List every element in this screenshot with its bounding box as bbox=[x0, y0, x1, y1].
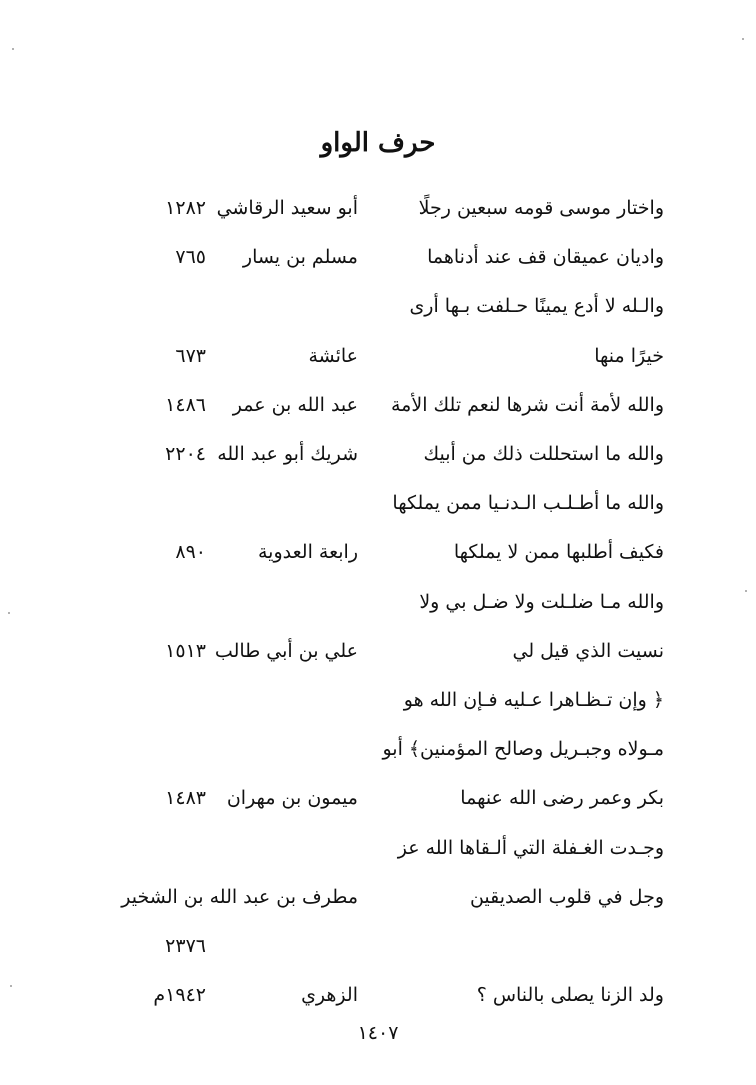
scan-speck bbox=[745, 590, 747, 592]
page-number: ١٤٠٧ bbox=[357, 1022, 399, 1044]
entry-text: والـله لا أدع يمينًا حـلفت بـها أرى bbox=[409, 295, 664, 317]
section-title: حرف الواو bbox=[320, 128, 436, 158]
index-entry bbox=[0, 535, 756, 569]
index-entry bbox=[0, 240, 756, 274]
scan-speck bbox=[8, 612, 10, 614]
index-entry bbox=[0, 486, 756, 520]
entry-narrator: أبو سعيد الرقاشي bbox=[216, 197, 358, 219]
entry-narrator: رابعة العدوية bbox=[258, 541, 358, 563]
index-entry bbox=[0, 683, 756, 717]
entry-number: ٢٣٧٦ bbox=[165, 935, 206, 957]
entry-text: بكر وعمر رضى الله عنهما bbox=[460, 787, 664, 809]
index-entry bbox=[0, 831, 756, 865]
entry-text: نسيت الذي قيل لي bbox=[512, 640, 664, 662]
entry-text: مـولاه وجبـريل وصالح المؤمنين﴾ أبو bbox=[382, 738, 664, 760]
index-entry bbox=[0, 339, 756, 373]
index-entry bbox=[0, 929, 756, 963]
entry-number: ١٤٨٣ bbox=[165, 787, 206, 809]
scan-speck bbox=[742, 38, 744, 40]
entry-text: ﴿ وإن تـظـاهرا عـليه فـإن الله هو bbox=[403, 689, 664, 711]
index-entry bbox=[0, 781, 756, 815]
entry-text: خيرًا منها bbox=[594, 345, 664, 367]
entry-narrator: مطرف بن عبد الله بن الشخير bbox=[121, 886, 358, 908]
index-entry bbox=[0, 191, 756, 225]
entry-narrator: ميمون بن مهران bbox=[226, 787, 358, 809]
entry-number: ١٢٨٢ bbox=[165, 197, 206, 219]
entry-number: ٢٢٠٤ bbox=[165, 443, 206, 465]
entry-text: والله لأمة أنت شرها لنعم تلك الأمة bbox=[391, 394, 664, 416]
entry-text: واديان عميقان قف عند أدناهما bbox=[427, 246, 664, 268]
scan-speck bbox=[10, 985, 12, 987]
entry-number: ٦٧٣ bbox=[175, 345, 206, 367]
entry-number: ٧٦٥ bbox=[175, 246, 206, 268]
entry-text: فكيف أطلبها ممن لا يملكها bbox=[453, 541, 664, 563]
entry-narrator: عبد الله بن عمر bbox=[232, 394, 358, 416]
entry-narrator: شريك أبو عبد الله bbox=[217, 443, 358, 465]
index-entry bbox=[0, 732, 756, 766]
index-entry bbox=[0, 437, 756, 471]
entry-narrator: مسلم بن يسار bbox=[242, 246, 358, 268]
index-entry bbox=[0, 585, 756, 619]
index-entry bbox=[0, 880, 756, 914]
entry-number: ١٩٤٢م bbox=[153, 984, 206, 1006]
entry-text: والله ما أطـلـب الـدنـيا ممن يملكها bbox=[392, 492, 664, 514]
index-entry bbox=[0, 388, 756, 422]
index-entry bbox=[0, 634, 756, 668]
entry-number: ١٤٨٦ bbox=[165, 394, 206, 416]
entry-narrator: علي بن أبي طالب bbox=[214, 640, 358, 662]
entry-text: وجل في قلوب الصديقين bbox=[469, 886, 664, 908]
index-entry bbox=[0, 978, 756, 1012]
entry-text: والله ما استحللت ذلك من أبيك bbox=[423, 443, 664, 465]
entry-text: واختار موسى قومه سبعين رجلًا bbox=[418, 197, 664, 219]
entry-text: والله مـا ضلـلت ولا ضـل بي ولا bbox=[419, 591, 664, 613]
index-entry bbox=[0, 289, 756, 323]
entry-text: وجـدت الغـفلة التي ألـقاها الله عز bbox=[397, 837, 664, 859]
entry-number: ١٥١٣ bbox=[165, 640, 206, 662]
entry-number: ٨٩٠ bbox=[175, 541, 206, 563]
entry-narrator: الزهري bbox=[301, 984, 358, 1006]
scan-speck bbox=[12, 48, 14, 50]
entry-narrator: عائشة bbox=[308, 345, 358, 367]
entry-text: ولد الزنا يصلى بالناس ؟ bbox=[476, 984, 664, 1006]
